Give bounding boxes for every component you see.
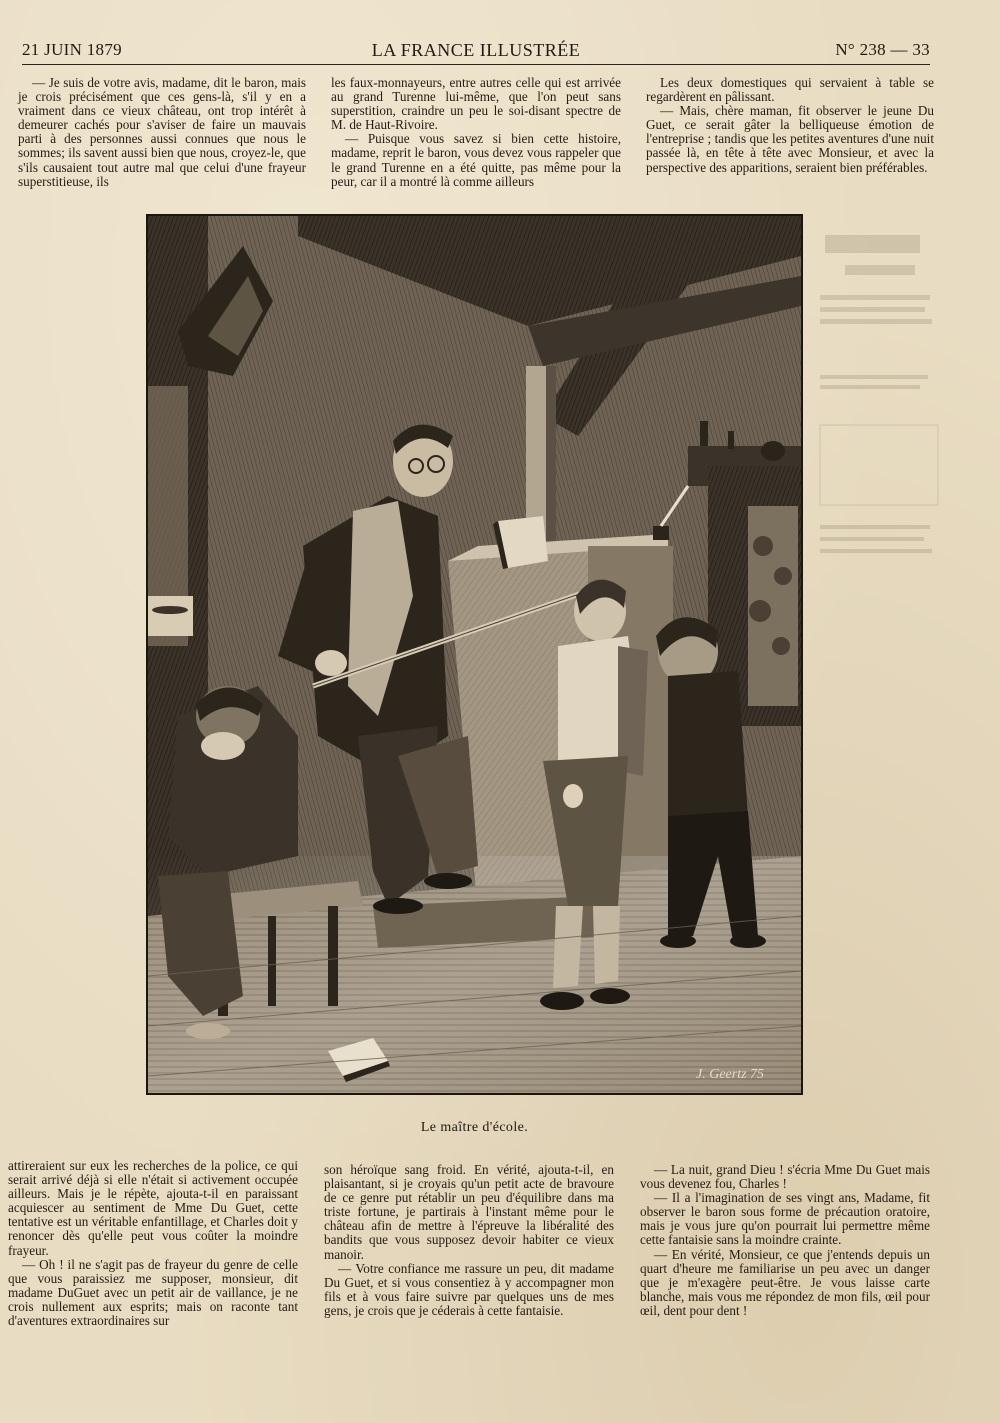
paragraph: les faux-monnayeurs, entre autres celle qui est arrivée au grand Turenne lui-même, que l'on peut sans superstition, craindre un peu le soi-disant spectre de M. de Haut-Rivoire. <box>331 75 621 133</box>
bottom-column-3 <box>640 1163 930 1318</box>
top-column-1 <box>18 76 306 189</box>
paragraph: Les deux domestiques qui servaient à table se regardèrent en pâlissant. <box>646 75 934 105</box>
header-rule <box>22 64 930 65</box>
paragraph: — Puisque vous savez si bien cette histoire, madame, reprit le baron, vous devez vous rappeler que le grand Turenne en a été quitte, pas même pour la peur, car il a montré là comme ailleurs <box>331 131 621 189</box>
top-column-2 <box>331 76 621 189</box>
bleed-through-texture <box>815 225 945 705</box>
bottom-column-1 <box>8 1159 298 1328</box>
paragraph: — En vérité, Monsieur, ce que j'entends depuis un quart d'heure me familiarise un peu avec un danger que je m'exagère peut-être. Je vous laisse carte blanche, mais vous me répondez de mon fils, œil pour œil, dent pour dent ! <box>640 1246 930 1318</box>
bottom-column-2 <box>324 1163 614 1318</box>
paragraph: — Je suis de votre avis, madame, dit le baron, mais je crois précisément que ces gens-là, s'il y en a vraiment dans ce vieux château, ont trop intérêt à demeurer cachés pour s'aviser de faire un mauvais parti à des personnes aussi connues que nous le sommes; ils savent aussi bien que nous, croyez-le, que s'ils causaient tout autre mal que celui d'une frayeur superstitieuse, ils <box>18 75 306 189</box>
page-header <box>22 40 930 64</box>
paragraph: — Oh ! il ne s'agit pas de frayeur du genre de celle que vous paraissiez me supposer, monsieur, dit madame DuGuet avec un petit air de vaillance, je ne crois nullement aux esprits; mais on raconte tant d'aventures extraordinaires sur <box>8 1256 298 1329</box>
newspaper-title: LA FRANCE ILLUSTRÉE <box>371 40 581 60</box>
issue-number: N° 238 — 33 <box>835 40 930 59</box>
paragraph: — La nuit, grand Dieu ! s'écria Mme Du Guet mais vous devenez fou, Charles ! <box>640 1162 930 1192</box>
paragraph: — Votre confiance me rassure un peu, dit madame Du Guet, et si vous consentiez à y accompagner mon fils et à vous faire suivre par quelques uns de mes gens, je crois que je céderais à cette fantaisie. <box>324 1260 614 1318</box>
paragraph: — Mais, chère maman, fit observer le jeune Du Guet, ce serait gâter la belliqueuse émotion de l'entreprise ; tandis que les petites aventures d'une nuit passée là, en tête à tête avec Monsieur, et avec la perspective des apparitions, seraient bien préférables. <box>646 103 934 175</box>
illustration-caption: Le maître d'école. <box>420 1120 529 1135</box>
paragraph: son héroïque sang froid. En vérité, ajouta-t-il, en plaisantant, si je croyais qu'un petit acte de bravoure de ce genre put rétablir un peu d'équilibre dans ma triste fortune, je partirais à l'instant même pour le château afin de mettre à l'épreuve la libéralité des bandits que vous supposez devoir habiter ce vieux manoir. <box>324 1162 614 1262</box>
engraving-illustration <box>146 214 803 1095</box>
top-column-3 <box>646 76 934 175</box>
artist-signature: J. Geertz 75 <box>696 1067 765 1082</box>
paragraph: — Il a l'imagination de ses vingt ans, Madame, fit observer le baron sous forme de précaution oratoire, mais je vous jure qu'on pourrait lui permettre même cette fantaisie sans la moindre crainte. <box>640 1190 930 1248</box>
issue-date: 21 JUIN 1879 <box>22 40 122 59</box>
paragraph: attireraient sur eux les recherches de la police, ce qui serait arrivé déjà si elle n'était si activement occupée ailleurs. Mais je le répète, ajouta-t-il en paraissant acquiescer au sentiment de Mme Du Guet, cette tentative est un véritable enfantillage, et Charles doit y renoncer dès qu'elle peut vous coûter la moindre frayeur. <box>8 1158 298 1258</box>
